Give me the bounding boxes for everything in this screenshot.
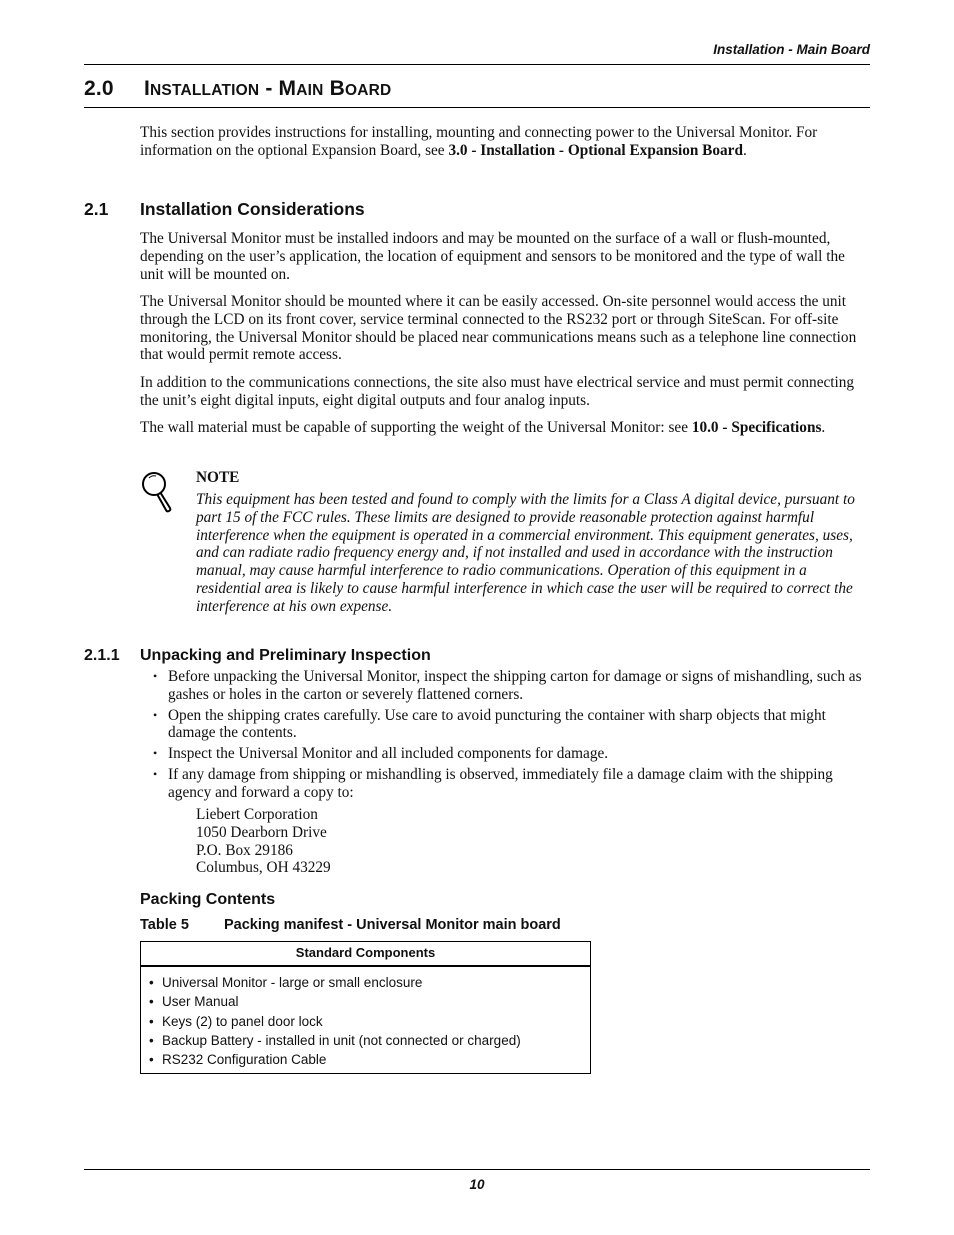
table-caption: Packing manifest - Universal Monitor main board (224, 917, 561, 933)
table-row (141, 992, 590, 1011)
bullet-text: Before unpacking the Universal Monitor, inspect the shipping carton for damage or signs of mishandling, such as gashes or holes in the carton or severely flattened corners. (168, 668, 862, 703)
address-city: Columbus, OH 43229 (196, 859, 331, 877)
bullet-dot: • (149, 975, 154, 990)
title-rest-3: OARD (344, 82, 392, 99)
table-cell: Universal Monitor - large or small enclosure (162, 975, 423, 990)
intro-end: . (742, 141, 747, 159)
table-cell: RS232 Configuration Cable (162, 1052, 327, 1068)
subsection-2-1-number: 2.1 (84, 199, 109, 219)
paragraph-access: The Universal Monitor should be mounted where it can be easily accessed. On-site personnel would access the unit through the LCD on its front cover, service terminal connected to the RS232 port or through SiteScan. For off-site monitoring, the Universal Monitor should be placed near communications means such as a telephone line connection that would permit remote access. (140, 293, 857, 364)
address-street: 1050 Dearborn Drive (196, 823, 327, 841)
table-row (141, 1012, 590, 1031)
title-separator: - (259, 77, 279, 100)
bullet-dot: • (149, 1052, 154, 1068)
table-label: Table 5 (140, 917, 189, 933)
section-number: 2.0 (84, 77, 114, 100)
list-item (140, 766, 870, 802)
title-initial-3: B (329, 77, 345, 100)
bullet-text: Open the shipping crates carefully. Use care to avoid puncturing the container with sharp objects that might damage the contents. (168, 706, 826, 742)
section-heading (84, 77, 391, 101)
address-company: Liebert Corporation (196, 806, 318, 823)
table-cell: Keys (2) to panel door lock (162, 1013, 323, 1029)
intro-text: This section provides instructions for installing, mounting and connecting power to the Universal Monitor. For information on the optional Expansion Board, see (140, 124, 818, 159)
page-number: 10 (469, 1177, 485, 1192)
intro-cross-reference: 3.0 - Installation - Optional Expansion Board (448, 141, 743, 159)
intro-paragraph (140, 124, 870, 160)
magnifier-icon (140, 470, 176, 514)
title-initial-1: I (143, 77, 151, 100)
packing-contents-heading: Packing Contents (140, 891, 276, 908)
header-rule (84, 64, 870, 65)
section-rule (84, 107, 870, 108)
bullet-dot: • (153, 766, 158, 781)
list-item (140, 668, 870, 704)
footer-rule (84, 1169, 870, 1170)
table-row (141, 973, 590, 992)
bullet-dot: • (149, 1032, 154, 1048)
list-item (140, 707, 870, 743)
note-title: NOTE (196, 469, 240, 486)
bullet-dot: • (153, 707, 158, 722)
title-initial-2: M (278, 77, 297, 100)
note-body: This equipment has been tested and found to comply with the limits for a Class A digital device, pursuant to part 15 of the FCC rules. These limits are designed to provide reasonable protection against harmful interference when the equipment is operated in a commercial environment. This equipment generates, uses, and can radiate radio frequency energy and, if not installed and used in accordance with the instruction manual, may cause harmful interference to radio communications. Operation of this equipment in a residential area is likely to cause harmful interference in which case the user will be required to correct the interference at his own expense. (196, 491, 855, 615)
subsection-2-1-1-number: 2.1.1 (84, 647, 120, 664)
table-row (141, 1031, 590, 1050)
table-row (141, 1050, 590, 1069)
bullet-dot: • (149, 1013, 154, 1029)
table-cell: User Manual (162, 994, 239, 1010)
packing-manifest-table (140, 941, 591, 1074)
paragraph-electrical: In addition to the communications connections, the site also must have electrical service and must permit connecting the unit’s eight digital inputs, eight digital outputs and four analog inputs. (140, 374, 855, 409)
address-block (196, 806, 331, 877)
list-item (140, 745, 870, 763)
bullet-text: Inspect the Universal Monitor and all included components for damage. (168, 745, 609, 763)
running-header: Installation - Main Board (713, 42, 870, 57)
subsection-2-1-1-title: Unpacking and Preliminary Inspection (140, 647, 431, 664)
address-po-box: P.O. Box 29186 (196, 841, 293, 859)
bullet-text: If any damage from shipping or mishandling is observed, immediately file a damage claim with the shipping agency and forward a copy to: (168, 765, 833, 801)
bullet-dot: • (149, 994, 154, 1010)
bullet-dot: • (153, 669, 158, 683)
subsection-2-1-title: Installation Considerations (140, 199, 365, 219)
title-rest-2: AIN (296, 82, 324, 99)
title-rest-1: NSTALLATION (150, 82, 260, 99)
bullet-dot: • (153, 746, 158, 761)
wall-material-end: . (821, 419, 826, 436)
paragraph-wall-material (140, 419, 870, 437)
paragraph-mounting: The Universal Monitor must be installed indoors and may be mounted on the surface of a wall or flush-mounted, depending on the user’s application, the location of equipment and sensors to be monitored and the type of wall the unit will be mounted on. (140, 230, 845, 283)
inspection-bullet-list (140, 668, 870, 805)
table-header: Standard Components (141, 942, 590, 967)
table-item-list (141, 967, 590, 1073)
table-cell: Backup Battery - installed in unit (not connected or charged) (162, 1032, 521, 1048)
specifications-reference: 10.0 - Specifications (691, 419, 822, 436)
wall-material-text: The wall material must be capable of supporting the weight of the Universal Monitor: see (140, 419, 692, 436)
